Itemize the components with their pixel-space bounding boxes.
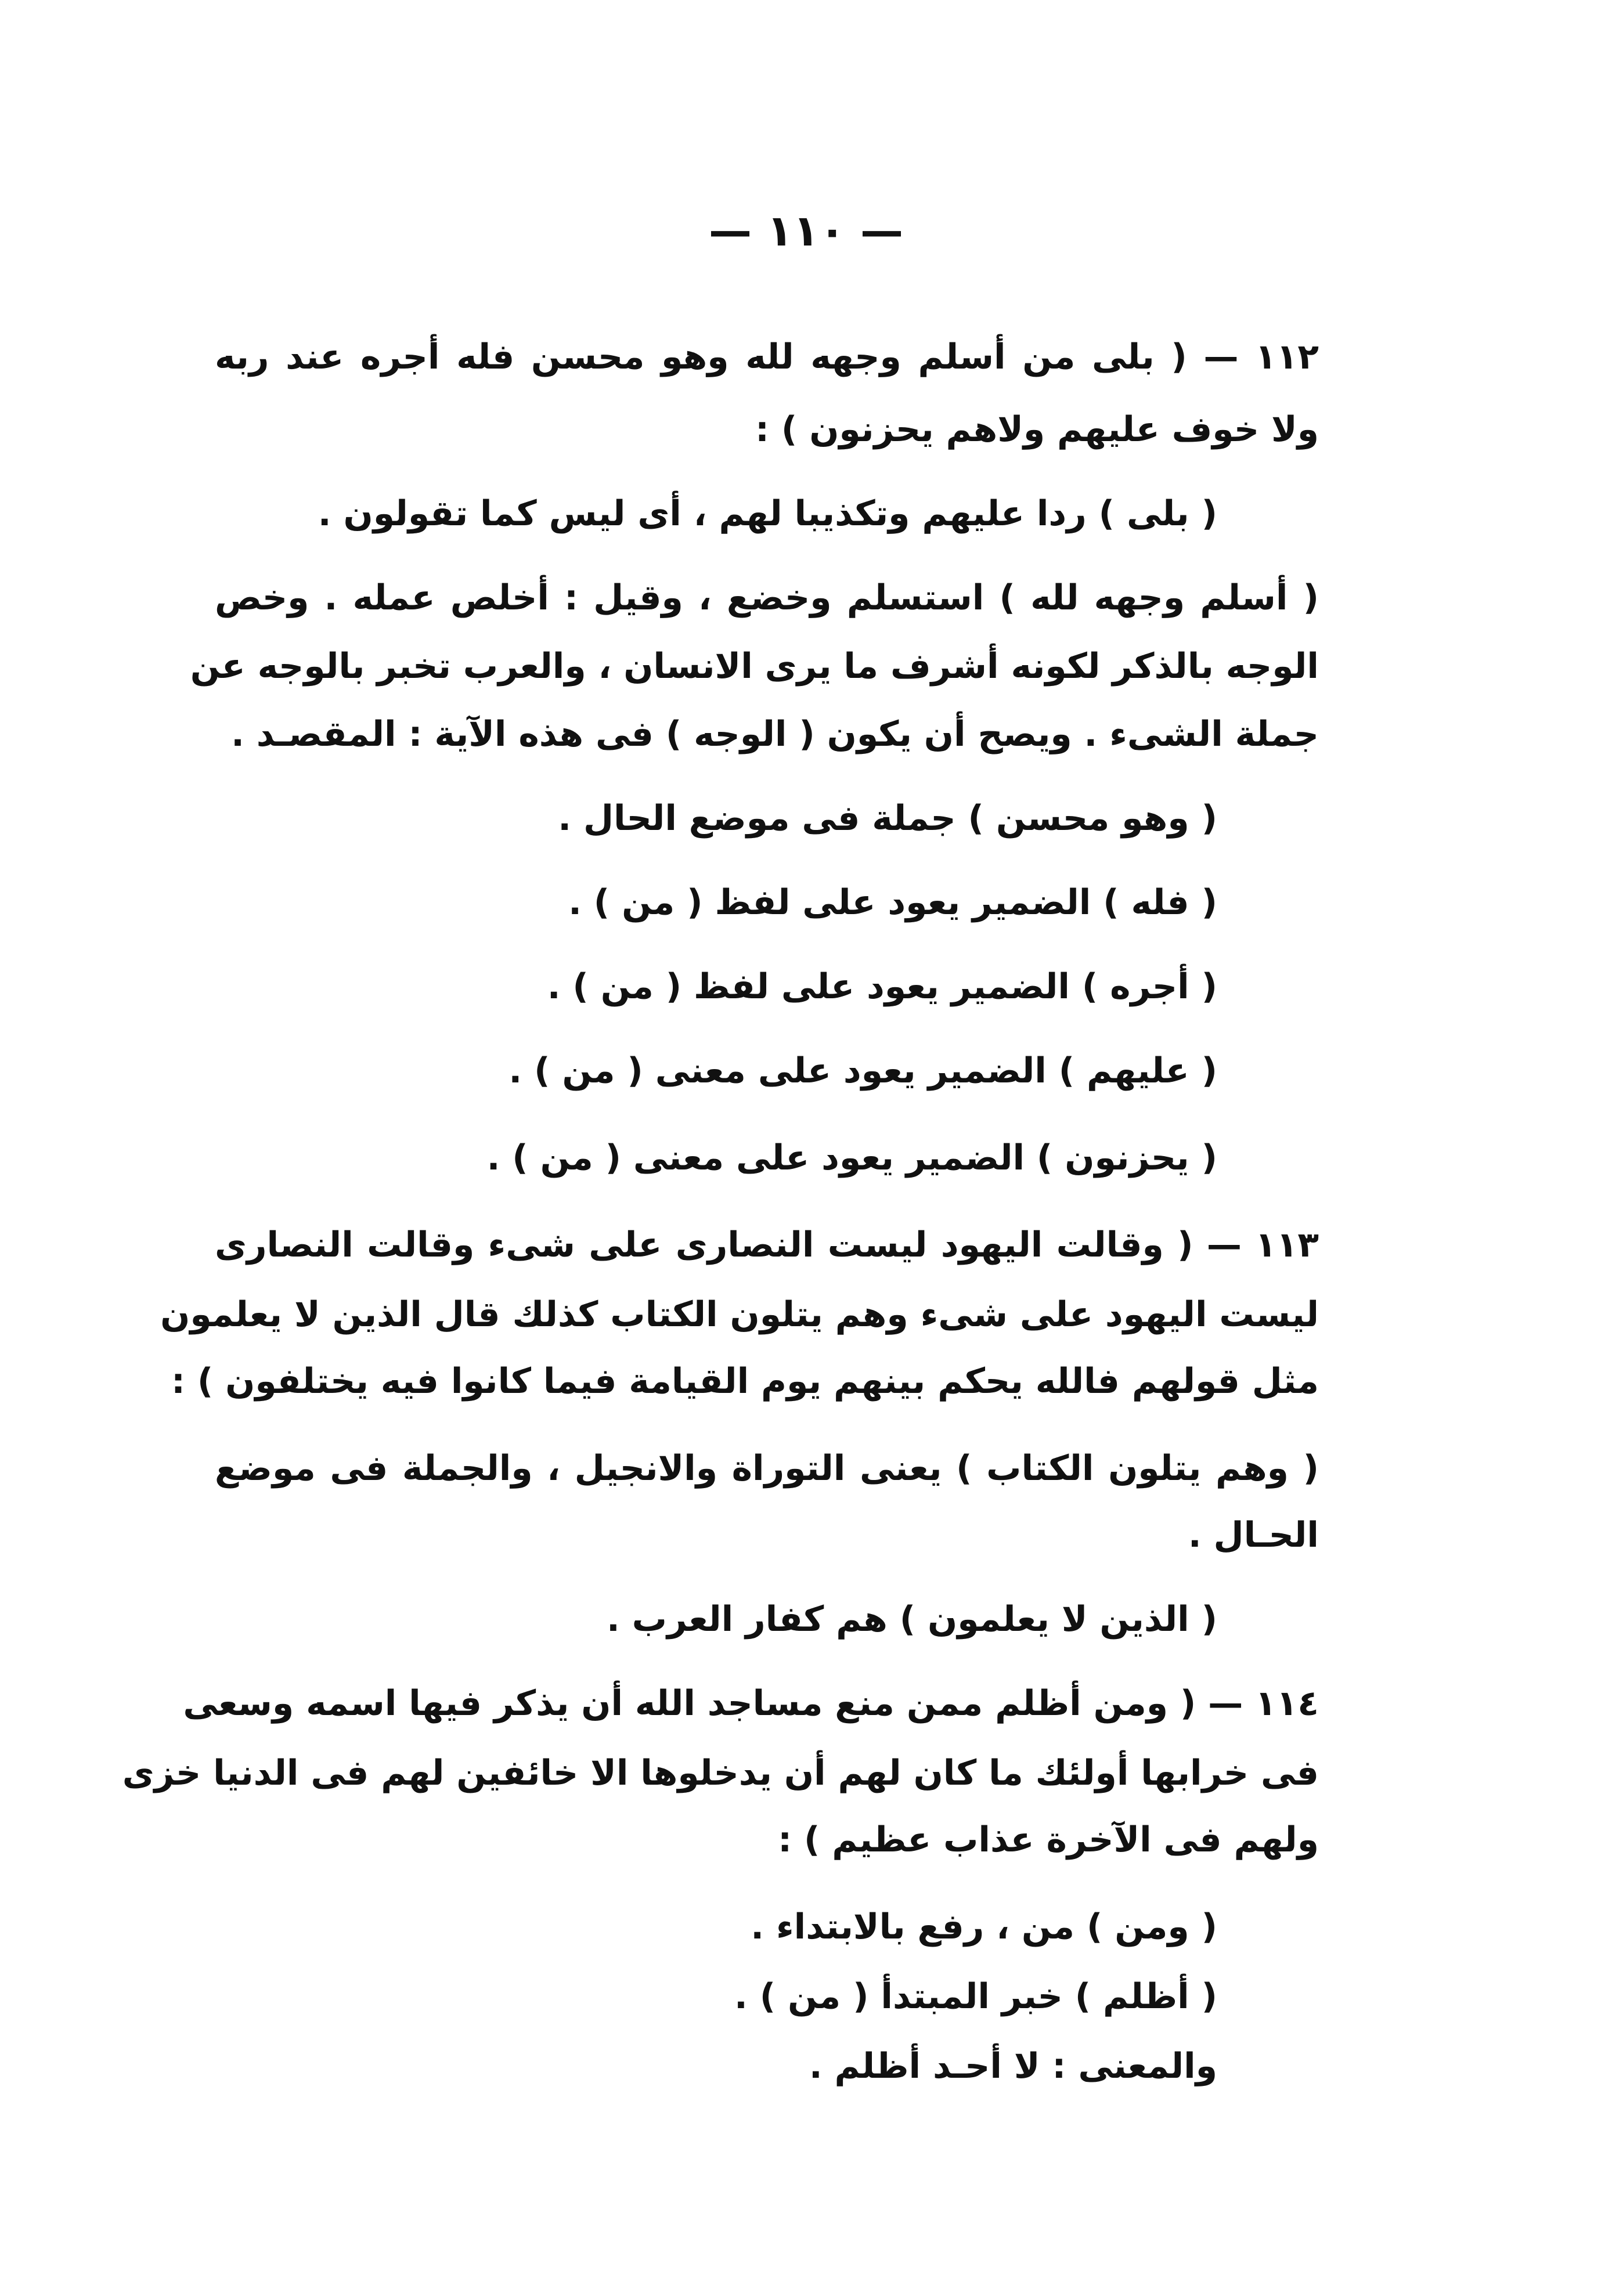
verse-114-line-1: ١١٤ — ( ومن أظلم ممن منع مساجد الله أن يذكر فيها اسمه وسعى: [183, 1683, 1319, 1724]
gloss-meaning: والمعنى : لا أحـد أظلم .: [809, 2046, 1217, 2086]
verse-114-line-2: فى خرابها أولئك ما كان لهم أن يدخلوها الا خائفين لهم فى الدنيا خزى: [122, 1753, 1319, 1793]
gloss-yatlun-line-1: ( وهم يتلون الكتاب ) يعنى التوراة والانجيل ، والجملة فى موضع: [215, 1448, 1319, 1489]
verse-112-line-2: ولا خوف عليهم ولاهم يحزنون ) :: [755, 409, 1319, 450]
gloss-waman: ( ومن ) من ، رفع بالابتداء .: [751, 1907, 1217, 1947]
gloss-alayhim: ( عليهم ) الضمير يعود على معنى ( من ) .: [509, 1050, 1217, 1091]
verse-112-line-1: ١١٢ — ( بلى من أسلم وجهه لله وهو محسن فله أجره عند ربه: [215, 337, 1319, 377]
gloss-falahu: ( فله ) الضمير يعود على لفظ ( من ) .: [568, 882, 1217, 923]
verse-114-line-3: ولهم فى الآخرة عذاب عظيم ) :: [778, 1820, 1319, 1860]
verse-113-line-3: مثل قولهم فالله يحكم بينهم يوم القيامة فيما كانوا فيه يختلفون ) :: [171, 1361, 1319, 1402]
gloss-alladhina: ( الذين لا يعلمون ) هم كفار العرب .: [606, 1599, 1217, 1640]
verse-113-line-2: ليست اليهود على شىء وهم يتلون الكتاب كذلك قال الذين لا يعلمون: [160, 1294, 1319, 1335]
gloss-azlam: ( أظلم ) خبر المبتدأ ( من ) .: [734, 1976, 1217, 2017]
gloss-yahzanun: ( يحزنون ) الضمير يعود على معنى ( من ) .: [486, 1138, 1217, 1178]
gloss-yatlun-line-2: الحـال .: [1188, 1515, 1319, 1555]
gloss-bala: ( بلى ) ردا عليهم وتكذيبا لهم ، أى ليس كما تقولون .: [318, 493, 1217, 534]
gloss-aslama-line-3: جملة الشىء . ويصح أن يكون ( الوجه ) فى هذه الآية : المقصـد .: [231, 714, 1319, 754]
verse-113-line-1: ١١٣ — ( وقالت اليهود ليست النصارى على شىء وقالت النصارى: [215, 1225, 1319, 1265]
gloss-aslama-line-2: الوجه بالذكر لكونه أشرف ما يرى الانسان ، والعرب تخبر بالوجه عن: [190, 646, 1319, 687]
gloss-muhsin: ( وهو محسن ) جملة فى موضع الحال .: [558, 798, 1217, 839]
gloss-ajruhu: ( أجره ) الضمير يعود على لفظ ( من ) .: [547, 966, 1217, 1007]
page-number: — ١١٠ —: [708, 206, 904, 256]
gloss-aslama-line-1: ( أسلم وجهه لله ) استسلم وخضع ، وقيل : أخلص عمله . وخص: [215, 577, 1319, 618]
